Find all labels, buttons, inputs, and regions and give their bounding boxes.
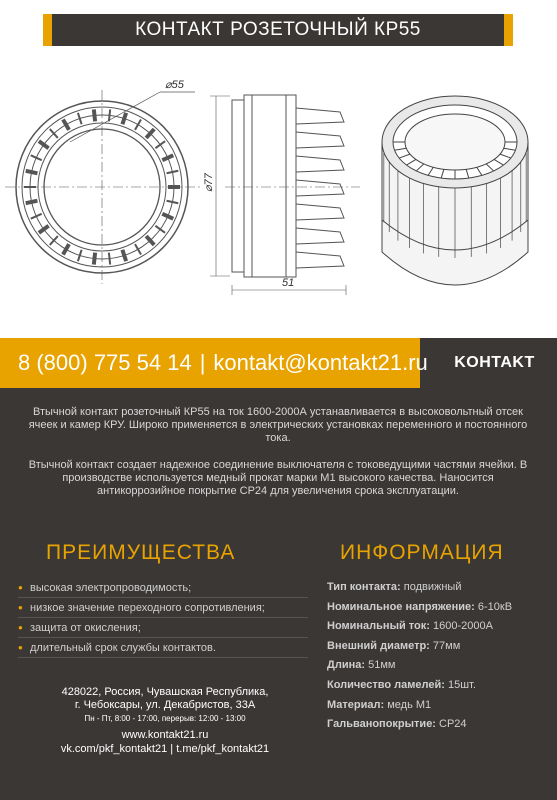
description-paragraph: Втычной контакт создает надежное соединение выключателя с токоведущими частями ячейки. В производстве используется медный прокат марки М1 высокого качества. Наносится антикоррозийное покрытие СР24 для увеличения срока эксплуатации. [28, 459, 528, 497]
advantages-list [18, 578, 308, 658]
contact-strip [0, 338, 428, 388]
info-row: Тип контакта: подвижный [327, 581, 462, 593]
contact-bar [0, 338, 557, 388]
page-title: КОНТАКТ РОЗЕТОЧНЫЙ КР55 [52, 14, 504, 46]
list-item: ● высокая электропроводимость; [18, 578, 308, 598]
separator: | [199, 350, 206, 375]
separator: | [170, 743, 174, 755]
address: 428022, Россия, Чувашская Республика, г. Чебоксары, ул. Декабристов, 33А Пн - Пт, 8:00 - 17:00, перерыв: 12:00 - 13:00 [61, 686, 269, 723]
list-item: ● низкое значение переходного сопротивления; [18, 598, 308, 618]
dim-d55: ⌀55 [165, 79, 184, 91]
side-view [210, 95, 360, 295]
info-list [327, 578, 547, 735]
telegram-link[interactable]: t.me/pkf_kontakt21 [176, 743, 270, 755]
info-row: Гальванопокрытие: СР24 [327, 718, 467, 731]
description [28, 406, 528, 498]
list-item: ● защита от окисления; [18, 618, 308, 638]
website-link[interactable]: www.kontakt21.ru [121, 729, 209, 741]
bullet-icon: ● [18, 642, 23, 652]
links [20, 728, 310, 756]
info-row: Внешний диаметр: 77мм [327, 639, 461, 652]
email-link[interactable]: kontakt@kontakt21.ru [213, 350, 428, 375]
front-view [5, 90, 200, 284]
technical-drawing [0, 70, 557, 310]
info-section [0, 388, 557, 800]
info-row: Количество ламелей: 15шт. [327, 678, 476, 691]
info-heading: ИНФОРМАЦИЯ [340, 541, 504, 564]
bullet-icon: ● [18, 622, 23, 632]
dim-d77: ⌀77 [203, 173, 215, 192]
info-row: Номинальное напряжение: 6-10кВ [327, 600, 513, 613]
list-item: ● длительный срок службы контактов. [18, 638, 308, 658]
bullet-icon: ● [18, 602, 23, 612]
perspective-view [382, 96, 528, 285]
info-row: Номинальный ток: 1600-2000А [327, 620, 493, 633]
advantages-heading: ПРЕИМУЩЕСТВА [46, 541, 236, 564]
description-paragraph: Втычной контакт розеточный КР55 на ток 1600-2000А устанавливается в высоковольтный отсек ячеек и камер КРУ. Широко применяется в электрических установках переменного и постоянного тока. [28, 406, 528, 444]
bullet-icon: ● [18, 582, 23, 592]
dim-length: 51 [282, 277, 295, 289]
vk-link[interactable]: vk.com/pkf_kontakt21 [60, 743, 168, 755]
phone-link[interactable]: 8 (800) 775 54 14 [18, 350, 192, 375]
company-logo: KOHTAKT [454, 354, 535, 371]
info-row: Длина: 51мм [327, 659, 396, 672]
info-row: Материал: медь М1 [327, 698, 432, 711]
